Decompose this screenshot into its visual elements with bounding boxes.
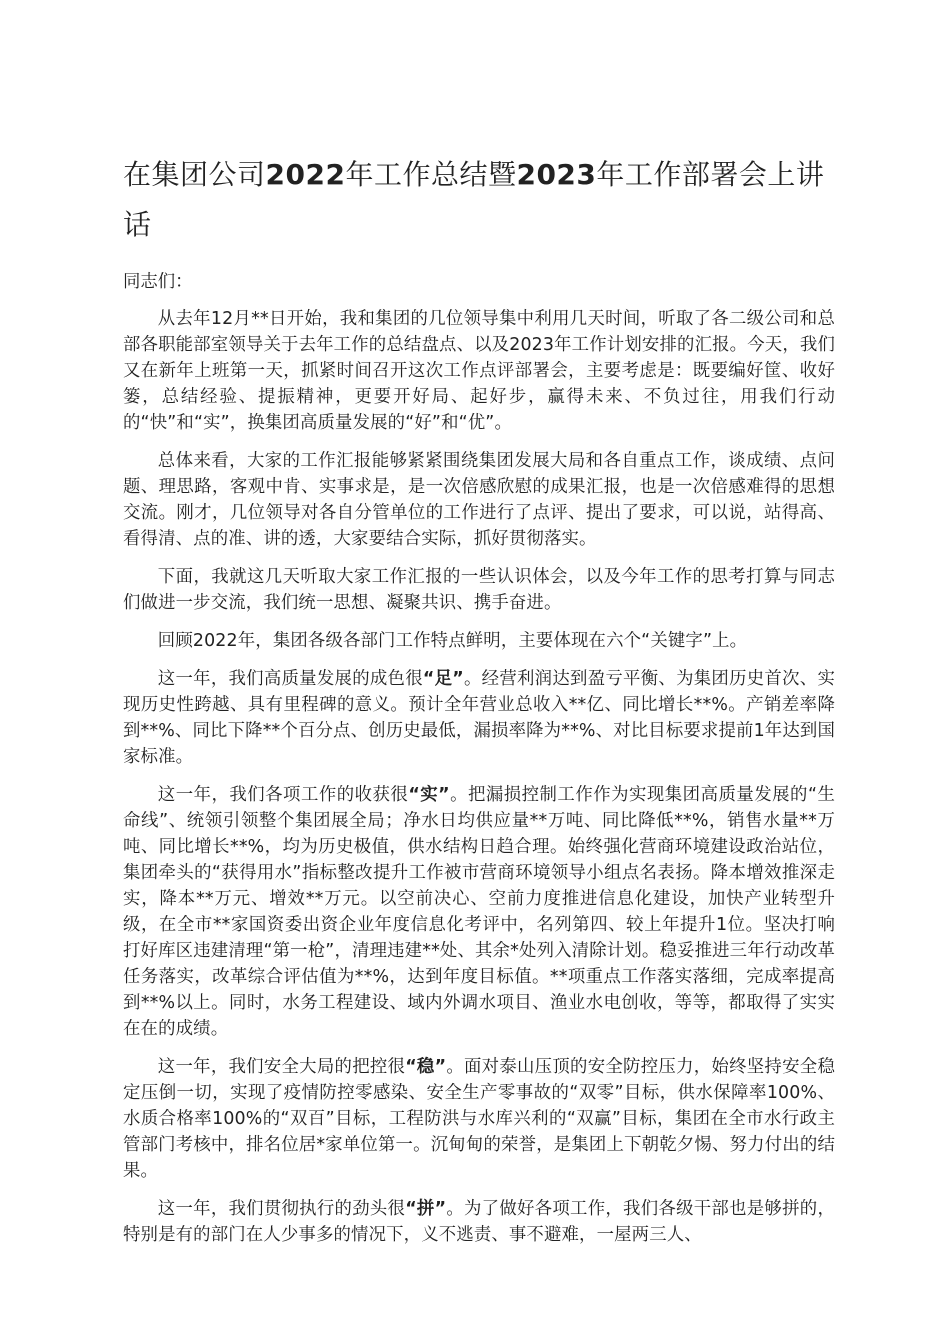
paragraph-lead: 这一年，我们各项工作的收获很 xyxy=(157,785,409,805)
paragraph-keyword-section xyxy=(123,1196,835,1248)
title-year: 2023 xyxy=(516,158,597,191)
paragraph-body: 。经营利润达到盈亏平衡、为集团历史首次、实现历史性跨越、具有里程碑的意义。预计全年营业总收入**亿、同比增长**%。产销差率降到**%、同比下降**个百分点、创历史最低，漏损率降为**%、对比目标要求提前1年达到国家标准。 xyxy=(123,669,835,767)
keyword-highlight: “拼” xyxy=(405,1199,447,1219)
paragraph-body: 。为了做好各项工作，我们各级干部也是够拼的，特别是有的部门在人少事多的情况下，义不逃责、事不避难，一屋两三人、 xyxy=(123,1199,835,1245)
keyword-highlight: “实” xyxy=(408,785,450,805)
paragraph-lead: 这一年，我们安全大局的把控很 xyxy=(157,1057,406,1077)
title-year: 2022 xyxy=(265,158,346,191)
paragraph-body: 。面对泰山压顶的安全防控压力，始终坚持安全稳定压倒一切，实现了疫情防控零感染、安全生产零事故的“双零”目标，供水保障率100%、水质合格率100%的“双百”目标，工程防洪与水库兴利的“双赢”目标，集团在全市水行政主管部门考核中，排名位居*家单位第一。沉甸甸的荣誉，是集团上下朝乾夕惕、努力付出的结果。 xyxy=(123,1057,835,1181)
paragraph-lead: 这一年，我们贯彻执行的劲头很 xyxy=(157,1199,406,1219)
paragraph-body: 。把漏损控制工作作为实现集团高质量发展的“生命线”、统领引领整个集团展全局；净水日均供应量**万吨、同比降低**%，销售水量**万吨、同比增长**%，均为历史极值，供水结构日趋合理。始终强化营商环境建设政治站位，集团牵头的“获得用水”指标整改提升工作被市营商环境领导小组点名表扬。降本增效推深走实，降本**万元、增效**万元。以空前决心、空前力度推进信息化建设，加快产业转型升级，在全市**家国资委出资企业年度信息化考评中，名列第四、较上年提升1位。坚决打响打好库区违建清理“第一枪”，清理违建**处、其余*处列入清除计划。稳妥推进三年行动改革任务落实，改革综合评估值为**%，达到年度目标值。**项重点工作落实落细，完成率提高到**%以上。同时，水务工程建设、域内外调水项目、渔业水电创收，等等，都取得了实实在在的成绩。 xyxy=(123,785,835,1039)
paragraph-keyword-section xyxy=(123,782,835,1042)
title-part: 年工作部署会上讲话 xyxy=(123,158,825,241)
keyword-highlight: “足” xyxy=(422,669,464,689)
paragraph-keyword-section xyxy=(123,666,835,770)
paragraph: 回顾2022年，集团各级各部门工作特点鲜明，主要体现在六个“关键字”上。 xyxy=(157,631,748,651)
document-page xyxy=(123,150,835,1260)
title-part: 年工作总结暨 xyxy=(345,158,517,191)
title-part: 在集团公司 xyxy=(123,158,266,191)
paragraph: 下面，我就这几天听取大家工作汇报的一些认识体会，以及今年工作的思考打算与同志们做进一步交流，我们统一思想、凝聚共识、携手奋进。 xyxy=(123,567,835,613)
document-title xyxy=(123,150,835,250)
paragraph: 总体来看，大家的工作汇报能够紧紧围绕集团发展大局和各自重点工作，谈成绩、点问题、理思路，客观中肯、实事求是，是一次倍感欣慰的成果汇报，也是一次倍感难得的思想交流。刚才，几位领导对各自分管单位的工作进行了点评、提出了要求，可以说，站得高、看得清、点的准、讲的透，大家要结合实际，抓好贯彻落实。 xyxy=(123,451,835,549)
paragraph-lead: 这一年，我们高质量发展的成色很 xyxy=(157,669,423,689)
salutation: 同志们： xyxy=(123,272,193,292)
paragraph-keyword-section xyxy=(123,1054,835,1184)
keyword-highlight: “稳” xyxy=(405,1057,447,1077)
paragraph: 从去年12月**日开始，我和集团的几位领导集中利用几天时间，听取了各二级公司和总部各职能部室领导关于去年工作的总结盘点、以及2023年工作计划安排的汇报。今天，我们又在新年上班第一天，抓紧时间召开这次工作点评部署会，主要考虑是：既要编好筐、收好篓，总结经验、提振精神，更要开好局、起好步，赢得未来、不负过往，用我们行动的“快”和“实”，换集团高质量发展的“好”和“优”。 xyxy=(123,309,835,433)
